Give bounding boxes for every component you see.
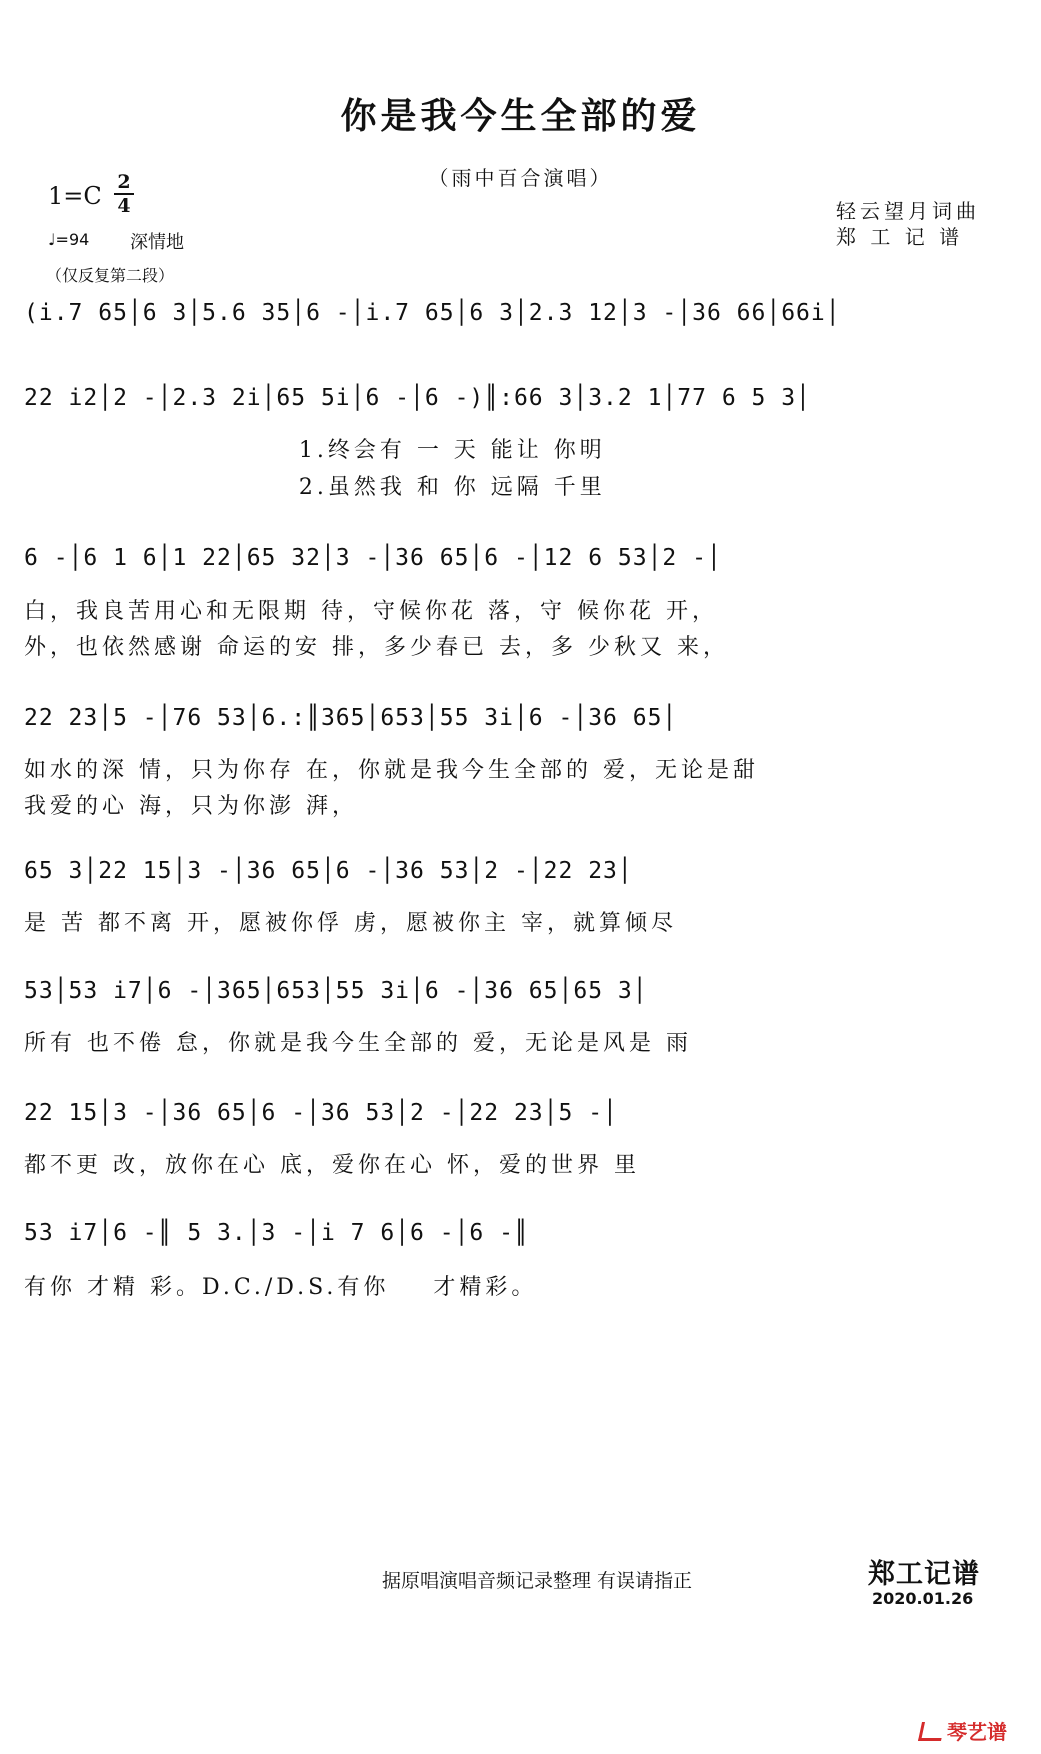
staff-3-lyric-2: 外，也依然感谢 命运的安 排，多少春已 去，多 少秋又 来， [24,635,729,660]
staff-4-notation: 22 23│5 -│76 53│6.:║365│653│55 3i│6 -│36 65│ [24,705,678,731]
staff-8-lyric-1: 有你 才精 彩。D.C./D.S.有你 才精彩。 [24,1275,538,1300]
staff-2-lyric-1: 1.终会有 一 天 能让 你明 [24,438,606,463]
transcriber-stamp: 郑工记谱 [868,1559,980,1590]
staff-2-notation: 22 i2│2 -│2.3 2i│65 5i│6 -│6 -)║:66 3│3.2 1│77 6 5 3│ [24,385,811,411]
staff-3-notation: 6 -│6 1 6│1 22│65 32│3 -│36 65│6 -│12 6 53│2 -│ [24,545,722,571]
staff-8-notation: 53 i7│6 -║ 5 3.│3 -│i 7 6│6 -│6 -║ [24,1220,529,1246]
transcriber-credit: 郑 工 记 谱 [836,225,964,249]
staff-5-lyric-1: 是 苦 都不离 开，愿被你俘 虏，愿被你主 宰，就算倾尽 [24,911,677,936]
site-logo[interactable] [920,1716,1007,1745]
time-signature [114,172,134,216]
credits [836,198,980,250]
staff-4-lyric-2: 我爱的心 海，只为你澎 湃， [24,794,358,819]
tempo-marking: ♩=94 [48,230,90,249]
staff-2-lyric-2: 2.虽然我 和 你 远隔 千里 [24,475,606,500]
staff-7-notation: 22 15│3 -│36 65│6 -│36 53│2 -│22 23│5 -│ [24,1100,618,1126]
footer-note: 据原唱演唱音频记录整理 有误请指正 [382,1570,693,1592]
expression-marking: 深情地 [130,232,184,253]
performer-subtitle: （雨中百合演唱） [428,166,613,190]
time-signature-bottom: 4 [117,195,131,217]
key-signature: 1=C [48,182,102,210]
repeat-note: （仅反复第二段） [46,266,175,285]
transcription-date: 2020.01.26 [872,1589,974,1608]
page-title: 你是我今生全部的爱 [340,96,701,137]
staff-4-lyric-1: 如水的深 情，只为你存 在，你就是我今生全部的 爱，无论是甜 [24,758,759,783]
staff-1-notation: (i.7 65│6 3│5.6 35│6 -│i.7 65│6 3│2.3 12│3 -│36 66│66i│ [24,300,841,326]
lyricist-credit: 轻云望月词曲 [836,199,980,223]
time-signature-top: 2 [117,171,131,193]
staff-6-lyric-1: 所有 也不倦 怠，你就是我今生全部的 爱，无论是风是 雨 [24,1031,692,1056]
logo-icon [918,1722,945,1741]
staff-5-notation: 65 3│22 15│3 -│36 65│6 -│36 53│2 -│22 23│ [24,858,633,884]
staff-7-lyric-1: 都不更 改，放你在心 底，爱你在心 怀，爱的世界 里 [24,1153,640,1178]
staff-3-lyric-1: 白，我良苦用心和无限期 待，守候你花 落，守 候你花 开， [24,599,718,624]
logo-text: 琴艺谱 [947,1720,1007,1744]
staff-6-notation: 53│53 i7│6 -│365│653│55 3i│6 -│36 65│65 3│ [24,978,648,1004]
